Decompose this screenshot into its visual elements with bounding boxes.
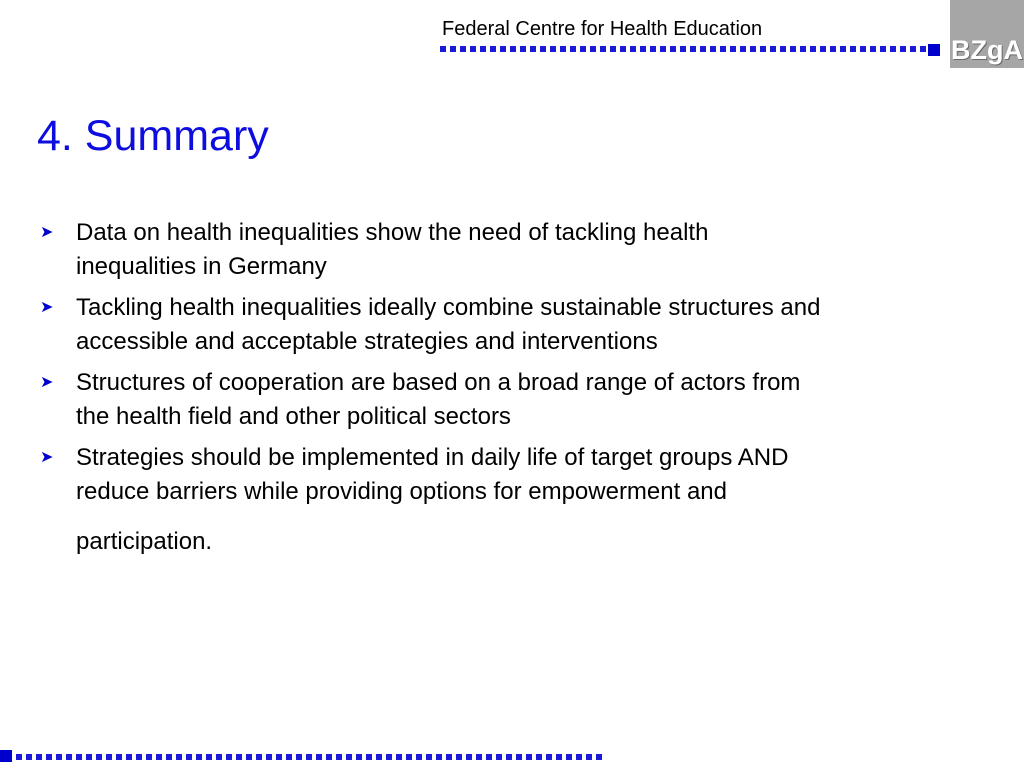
bullet-text: Tackling health inequalities ideally combine sustainable structures and accessible and acceptable strategies and interventions: [76, 294, 821, 355]
logo-text: BZgA: [951, 35, 1023, 65]
header-rule-square: [928, 44, 940, 56]
slide-title: 4. Summary: [37, 112, 269, 160]
bzga-logo: [950, 0, 1024, 68]
header-dotted-rule: [440, 46, 928, 52]
bullet-item: [37, 366, 977, 434]
bullet-item: [37, 216, 977, 284]
arrowhead-bullet-icon: ➤: [40, 449, 54, 466]
organization-name: Federal Centre for Health Education: [442, 18, 763, 40]
bullet-text: Strategies should be implemented in daily life of target groups AND reduce barriers while providing options for empowerment and: [76, 444, 789, 505]
footer-rule-square: [0, 750, 12, 762]
bullet-text: Structures of cooperation are based on a broad range of actors from the health field and other political sectors: [76, 369, 801, 430]
footer-dotted-rule: [16, 754, 606, 760]
bullet-item: [37, 441, 977, 559]
bullet-text: Data on health inequalities show the need of tackling health inequalities in Germany: [76, 219, 709, 280]
arrowhead-bullet-icon: ➤: [40, 299, 54, 316]
arrowhead-bullet-icon: ➤: [40, 224, 54, 241]
bullet-list: [37, 216, 977, 566]
bullet-text-tail: participation.: [76, 528, 213, 555]
arrowhead-bullet-icon: ➤: [40, 374, 54, 391]
bullet-item: [37, 291, 977, 359]
